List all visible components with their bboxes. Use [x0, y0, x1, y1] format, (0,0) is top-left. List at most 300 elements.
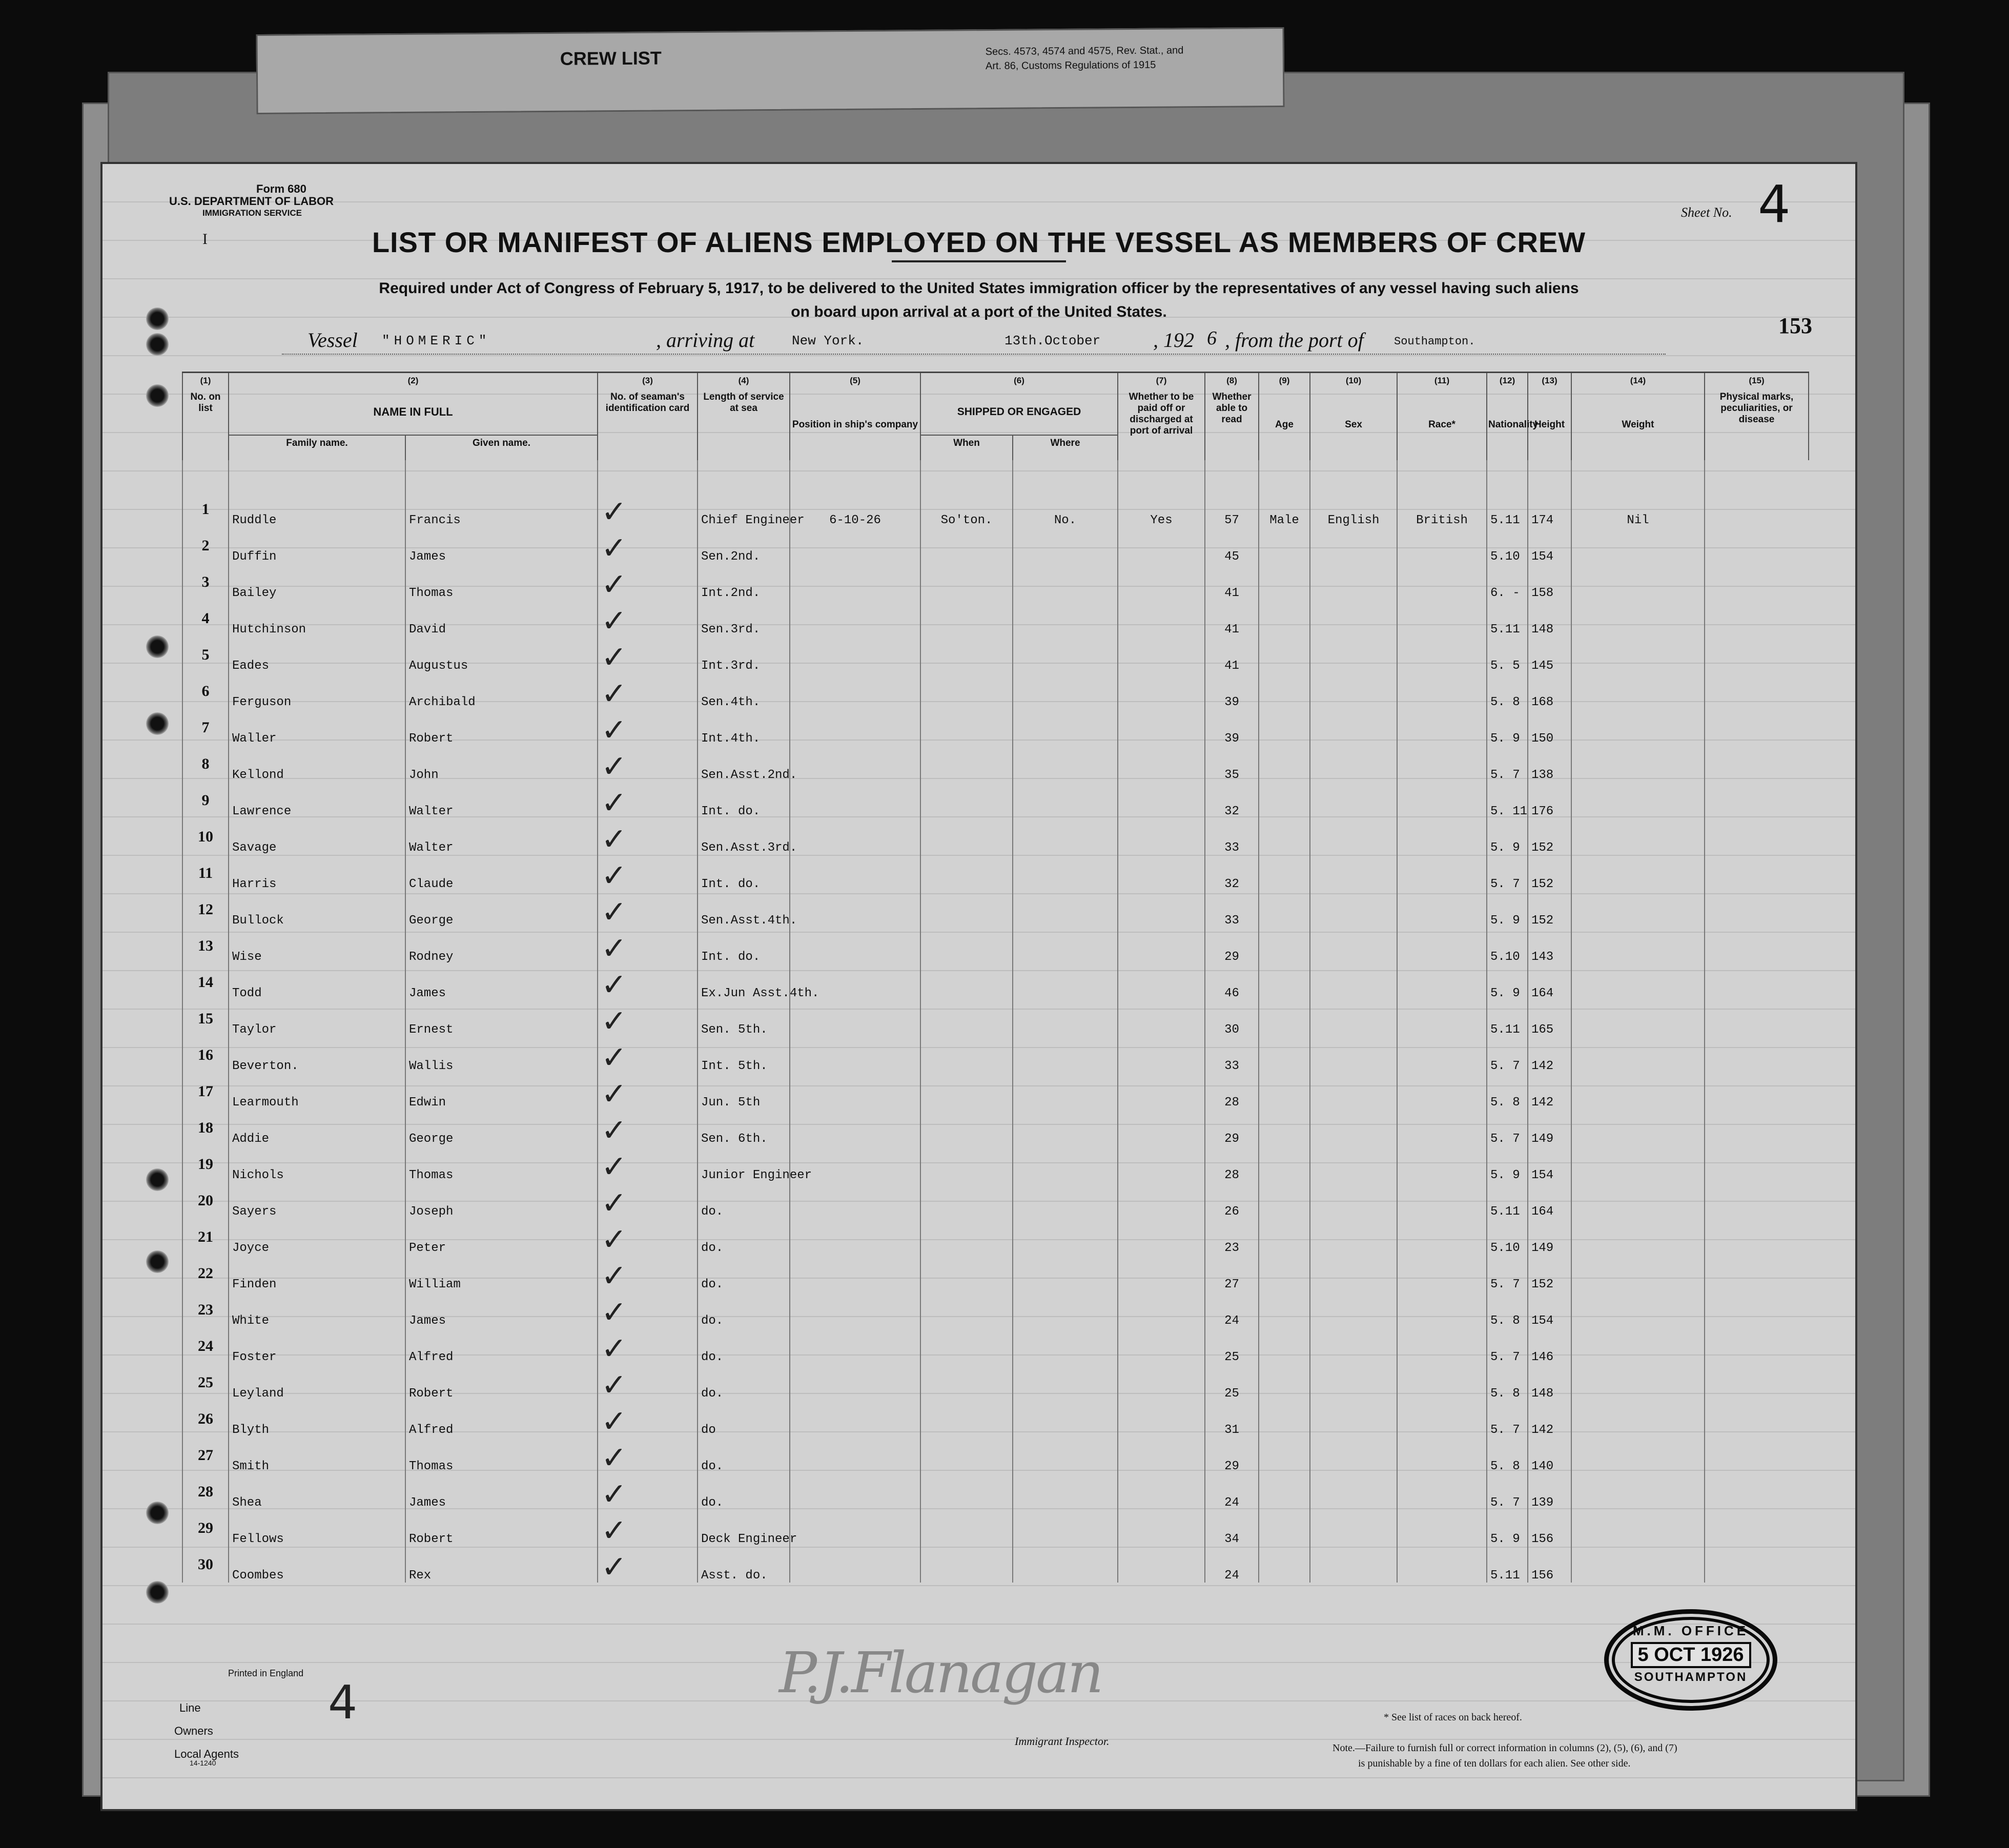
- crew-paid-off-cell: No.: [1013, 491, 1118, 527]
- crew-weight-cell: 156: [1528, 1546, 1571, 1583]
- spacer-cell: [1205, 460, 1259, 491]
- crew-position-cell: Chief Engineer: [698, 491, 790, 527]
- checkmark-icon: ✓: [598, 746, 698, 782]
- spacer-cell: [229, 460, 405, 491]
- crew-no-cell: 5: [182, 636, 229, 673]
- crew-age-cell: 45: [1205, 527, 1259, 564]
- crew-height-cell: 5.10: [1487, 928, 1528, 964]
- punch-hole: [146, 635, 169, 658]
- crew-weight-cell: 148: [1528, 1364, 1571, 1401]
- crew-family-cell: White: [229, 1291, 405, 1328]
- checkmark-icon: ✓: [598, 1546, 698, 1583]
- crew-age-cell: 30: [1205, 1000, 1259, 1037]
- crew-height-cell: 5.10: [1487, 1219, 1528, 1255]
- crew-given-cell: George: [405, 1110, 598, 1146]
- spacer-cell: [182, 460, 229, 491]
- crew-table-body: [182, 460, 1809, 1583]
- column-number: (13): [1528, 373, 1571, 390]
- crew-position-cell: Junior Engineer: [698, 1146, 790, 1182]
- crew-when-cell: [790, 1328, 920, 1364]
- crew-race-cell: [1310, 1146, 1397, 1182]
- crew-race-cell: [1310, 1364, 1397, 1401]
- punch-hole: [146, 307, 169, 330]
- crew-sex-cell: [1259, 1401, 1310, 1437]
- crew-row: [182, 1000, 1809, 1037]
- crew-race-cell: [1310, 673, 1397, 709]
- crew-paid-off-cell: [1013, 818, 1118, 855]
- crew-marks-cell: [1571, 709, 1705, 746]
- crew-race-cell: [1310, 1219, 1397, 1255]
- crew-paid-off-cell: [1013, 1146, 1118, 1182]
- crew-read-cell: [1118, 746, 1205, 782]
- crew-given-cell: Alfred: [405, 1401, 598, 1437]
- page-number: 153: [1778, 313, 1812, 338]
- crew-height-cell: 5. 8: [1487, 1073, 1528, 1110]
- crew-race-cell: [1310, 964, 1397, 1000]
- crew-where-cell: [920, 1037, 1013, 1073]
- crew-weight-cell: 152: [1528, 818, 1571, 855]
- crew-row: [182, 1328, 1809, 1364]
- arrival-date: 13th.October: [1004, 333, 1101, 348]
- crew-read-cell: [1118, 1110, 1205, 1146]
- sheet-label: Sheet No.: [1681, 205, 1732, 220]
- checkmark-icon: ✓: [598, 818, 698, 855]
- crew-height-cell: 5. 7: [1487, 1473, 1528, 1510]
- top-paper-strip: [256, 27, 1284, 114]
- crew-no-cell: 26: [182, 1401, 229, 1437]
- crew-where-cell: [920, 1291, 1013, 1328]
- form-code: 14-1240: [190, 1759, 216, 1767]
- crew-when-cell: [790, 1073, 920, 1110]
- crew-family-cell: Ruddle: [229, 491, 405, 527]
- crew-row: [182, 818, 1809, 855]
- crew-nationality-cell: [1397, 527, 1487, 564]
- crew-age-cell: 33: [1205, 818, 1259, 855]
- crew-read-cell: [1118, 964, 1205, 1000]
- column-number: (8): [1205, 373, 1259, 390]
- owners-label: Owners: [174, 1724, 213, 1737]
- crew-race-cell: [1310, 1110, 1397, 1146]
- crew-when-cell: [790, 782, 920, 818]
- crew-marks-cell: [1571, 1255, 1705, 1291]
- crew-paid-off-cell: [1013, 1328, 1118, 1364]
- crew-race-cell: [1310, 1073, 1397, 1110]
- crew-read-cell: [1118, 1291, 1205, 1328]
- crew-where-cell: [920, 1473, 1013, 1510]
- header-paid-off: Whether to be paid off or discharged at port of arrival: [1118, 389, 1205, 460]
- crew-when-cell: [790, 1110, 920, 1146]
- crew-read-cell: [1118, 673, 1205, 709]
- spacer-cell: [1487, 460, 1528, 491]
- checkmark-icon: ✓: [598, 1255, 698, 1291]
- margin-mark: I: [202, 231, 208, 248]
- crew-family-cell: Wise: [229, 928, 405, 964]
- crew-where-cell: [920, 964, 1013, 1000]
- checkmark-icon: ✓: [598, 1073, 698, 1110]
- crew-age-cell: 24: [1205, 1291, 1259, 1328]
- crew-when-cell: [790, 1219, 920, 1255]
- crew-weight-cell: 152: [1528, 891, 1571, 928]
- crew-nationality-cell: [1397, 746, 1487, 782]
- crew-sex-cell: [1259, 1328, 1310, 1364]
- crew-where-cell: [920, 1110, 1013, 1146]
- crew-no-cell: 24: [182, 1328, 229, 1364]
- crew-row: [182, 491, 1809, 527]
- crew-given-cell: Walter: [405, 782, 598, 818]
- crew-row: [182, 891, 1809, 928]
- crew-nationality-cell: [1397, 673, 1487, 709]
- crew-no-cell: 10: [182, 818, 229, 855]
- crew-row: [182, 600, 1809, 636]
- crew-nationality-cell: [1397, 709, 1487, 746]
- crew-when-cell: [790, 636, 920, 673]
- crew-race-cell: [1310, 928, 1397, 964]
- crew-read-cell: [1118, 527, 1205, 564]
- inspector-label: Immigrant Inspector.: [1015, 1735, 1110, 1748]
- crew-where-cell: [920, 1146, 1013, 1182]
- header-race: Race*: [1397, 389, 1487, 460]
- crew-family-cell: Todd: [229, 964, 405, 1000]
- crew-no-cell: 6: [182, 673, 229, 709]
- crew-nationality-cell: [1397, 1401, 1487, 1437]
- checkmark-icon: ✓: [598, 1328, 698, 1364]
- checkmark-icon: ✓: [598, 1000, 698, 1037]
- crew-weight-cell: 158: [1528, 564, 1571, 600]
- crew-sex-cell: [1259, 928, 1310, 964]
- crew-height-cell: 5. 9: [1487, 1510, 1528, 1546]
- crew-when-cell: [790, 891, 920, 928]
- crew-age-cell: 26: [1205, 1182, 1259, 1219]
- crew-race-cell: [1310, 636, 1397, 673]
- crew-given-cell: Walter: [405, 818, 598, 855]
- crew-read-cell: [1118, 855, 1205, 891]
- crew-row: [182, 1401, 1809, 1437]
- crew-nationality-cell: British: [1397, 491, 1487, 527]
- crew-age-cell: 32: [1205, 782, 1259, 818]
- crew-sex-cell: [1259, 1219, 1310, 1255]
- crew-paid-off-cell: [1013, 1291, 1118, 1328]
- crew-nationality-cell: [1397, 964, 1487, 1000]
- crew-race-cell: [1310, 746, 1397, 782]
- crew-sex-cell: [1259, 1510, 1310, 1546]
- crew-marks-cell: [1571, 636, 1705, 673]
- crew-no-cell: 14: [182, 964, 229, 1000]
- crew-paid-off-cell: [1013, 564, 1118, 600]
- crew-marks-cell: [1571, 928, 1705, 964]
- crew-nationality-cell: [1397, 1437, 1487, 1473]
- checkmark-icon: ✓: [598, 564, 698, 600]
- crew-where-cell: [920, 1073, 1013, 1110]
- crew-family-cell: Ferguson: [229, 673, 405, 709]
- crew-race-cell: English: [1310, 491, 1397, 527]
- crew-height-cell: 6. -: [1487, 564, 1528, 600]
- crew-race-cell: [1310, 1037, 1397, 1073]
- crew-position-cell: Int.2nd.: [698, 564, 790, 600]
- checkmark-icon: ✓: [598, 709, 698, 746]
- crew-age-cell: 31: [1205, 1401, 1259, 1437]
- crew-read-cell: [1118, 782, 1205, 818]
- crew-nationality-cell: [1397, 818, 1487, 855]
- crew-row: [182, 746, 1809, 782]
- crew-height-cell: 5.11: [1487, 600, 1528, 636]
- crew-no-cell: 3: [182, 564, 229, 600]
- crew-marks-cell: [1571, 1546, 1705, 1583]
- column-number: (14): [1571, 373, 1705, 390]
- crew-row: [182, 1473, 1809, 1510]
- crew-position-cell: Int. do.: [698, 782, 790, 818]
- header-nationality: Nationality: [1487, 389, 1528, 460]
- arrival-port: New York.: [792, 333, 864, 348]
- spacer-row: [182, 460, 1809, 491]
- punch-hole: [146, 384, 169, 407]
- form-number: Form 680: [256, 182, 306, 195]
- checkmark-icon: ✓: [598, 1110, 698, 1146]
- crew-read-cell: [1118, 818, 1205, 855]
- printed-in-label: Printed in England: [228, 1668, 304, 1678]
- crew-family-cell: Fellows: [229, 1510, 405, 1546]
- spacer-cell: [1118, 460, 1205, 491]
- crew-read-cell: [1118, 1510, 1205, 1546]
- manifest-sheet: [102, 164, 1855, 1809]
- crew-read-cell: [1118, 600, 1205, 636]
- crew-given-cell: James: [405, 1473, 598, 1510]
- crew-nationality-cell: [1397, 855, 1487, 891]
- crew-family-cell: Learmouth: [229, 1073, 405, 1110]
- crew-marks-cell: [1571, 1510, 1705, 1546]
- crew-read-cell: [1118, 891, 1205, 928]
- crew-paid-off-cell: [1013, 1401, 1118, 1437]
- crew-no-cell: 12: [182, 891, 229, 928]
- crew-marks-cell: [1571, 527, 1705, 564]
- crew-position-cell: do.: [698, 1255, 790, 1291]
- crew-no-cell: 11: [182, 855, 229, 891]
- crew-where-cell: [920, 1000, 1013, 1037]
- crew-when-cell: [790, 673, 920, 709]
- crew-family-cell: Lawrence: [229, 782, 405, 818]
- checkmark-icon: ✓: [598, 855, 698, 891]
- crew-where-cell: [920, 564, 1013, 600]
- crew-race-cell: [1310, 564, 1397, 600]
- crew-given-cell: William: [405, 1255, 598, 1291]
- crew-position-cell: do.: [698, 1182, 790, 1219]
- crew-family-cell: Kellond: [229, 746, 405, 782]
- crew-where-cell: [920, 855, 1013, 891]
- punch-hole: [146, 1168, 169, 1191]
- crew-race-cell: [1310, 1255, 1397, 1291]
- crew-where-cell: [920, 818, 1013, 855]
- crew-row: [182, 1510, 1809, 1546]
- crew-family-cell: Savage: [229, 818, 405, 855]
- crew-read-cell: [1118, 1364, 1205, 1401]
- crew-race-cell: [1310, 855, 1397, 891]
- race-note: * See list of races on back hereof.: [1384, 1712, 1522, 1723]
- crew-no-cell: 7: [182, 709, 229, 746]
- crew-when-cell: [790, 1473, 920, 1510]
- crew-paid-off-cell: [1013, 964, 1118, 1000]
- year-prefix: , 192: [1153, 328, 1194, 352]
- crew-weight-cell: 156: [1528, 1510, 1571, 1546]
- crew-nationality-cell: [1397, 1182, 1487, 1219]
- crew-sex-cell: [1259, 1437, 1310, 1473]
- crew-where-cell: [920, 709, 1013, 746]
- crew-row: [182, 928, 1809, 964]
- crew-read-cell: [1118, 1037, 1205, 1073]
- header-physical-marks: Physical marks, peculiarities, or disease: [1705, 389, 1809, 460]
- crew-nationality-cell: [1397, 1146, 1487, 1182]
- crew-marks-cell: [1571, 1437, 1705, 1473]
- crew-where-cell: [920, 1364, 1013, 1401]
- crew-nationality-cell: [1397, 1291, 1487, 1328]
- from-label: , from the port of: [1225, 328, 1364, 352]
- column-number: (4): [698, 373, 790, 390]
- crew-height-cell: 5. 7: [1487, 1328, 1528, 1364]
- crew-when-cell: [790, 1182, 920, 1219]
- crew-given-cell: James: [405, 527, 598, 564]
- crew-weight-cell: 148: [1528, 600, 1571, 636]
- crew-sex-cell: [1259, 673, 1310, 709]
- crew-marks-cell: [1571, 746, 1705, 782]
- crew-height-cell: 5.11: [1487, 491, 1528, 527]
- punch-hole: [146, 1250, 169, 1273]
- crew-position-cell: do.: [698, 1219, 790, 1255]
- crew-weight-cell: 145: [1528, 636, 1571, 673]
- crew-paid-off-cell: [1013, 1037, 1118, 1073]
- crew-marks-cell: [1571, 600, 1705, 636]
- handwritten-sheet-number: 4: [328, 1676, 358, 1730]
- crew-sex-cell: [1259, 636, 1310, 673]
- column-number: (5): [790, 373, 920, 390]
- line-label: Line: [179, 1701, 201, 1714]
- crew-when-cell: [790, 818, 920, 855]
- column-number-row: [182, 373, 1809, 390]
- column-number: (9): [1259, 373, 1310, 390]
- crew-age-cell: 29: [1205, 1110, 1259, 1146]
- spacer-cell: [1310, 460, 1397, 491]
- crew-paid-off-cell: [1013, 928, 1118, 964]
- crew-read-cell: [1118, 1219, 1205, 1255]
- crew-weight-cell: 142: [1528, 1037, 1571, 1073]
- crew-paid-off-cell: [1013, 1110, 1118, 1146]
- crew-nationality-cell: [1397, 1364, 1487, 1401]
- penalty-note: Note.—Failure to furnish full or correct information in columns (2), (5), (6), and (7): [1332, 1742, 1677, 1754]
- crew-no-cell: 25: [182, 1364, 229, 1401]
- crew-race-cell: [1310, 891, 1397, 928]
- crew-paid-off-cell: [1013, 1255, 1118, 1291]
- crew-position-cell: Sen.3rd.: [698, 600, 790, 636]
- stamp-date: 5 OCT 1926: [1631, 1642, 1751, 1668]
- crew-family-cell: Blyth: [229, 1401, 405, 1437]
- crew-race-cell: [1310, 1473, 1397, 1510]
- crew-position-cell: do.: [698, 1437, 790, 1473]
- crew-given-cell: Rex: [405, 1546, 598, 1583]
- crew-read-cell: [1118, 1473, 1205, 1510]
- checkmark-icon: ✓: [598, 527, 698, 564]
- sheet-number: 4: [1758, 174, 1791, 234]
- crew-nationality-cell: [1397, 928, 1487, 964]
- crew-position-cell: Sen.2nd.: [698, 527, 790, 564]
- crew-given-cell: Thomas: [405, 564, 598, 600]
- header-sex: Sex: [1310, 389, 1397, 460]
- column-label-row: [182, 389, 1809, 435]
- crew-when-cell: [790, 1364, 920, 1401]
- crew-where-cell: [920, 1546, 1013, 1583]
- crew-family-cell: Bailey: [229, 564, 405, 600]
- crew-when-cell: [790, 928, 920, 964]
- crew-table: [182, 372, 1809, 1583]
- crew-sex-cell: [1259, 1255, 1310, 1291]
- crew-where-cell: [920, 1401, 1013, 1437]
- crew-race-cell: [1310, 1328, 1397, 1364]
- crew-race-cell: [1310, 1291, 1397, 1328]
- crew-weight-cell: 139: [1528, 1473, 1571, 1510]
- crew-weight-cell: 140: [1528, 1437, 1571, 1473]
- crew-height-cell: 5. 9: [1487, 709, 1528, 746]
- crew-nationality-cell: [1397, 1255, 1487, 1291]
- crew-marks-cell: [1571, 964, 1705, 1000]
- crew-age-cell: 33: [1205, 1037, 1259, 1073]
- crew-height-cell: 5. 9: [1487, 818, 1528, 855]
- crew-marks-cell: [1571, 818, 1705, 855]
- crew-age-cell: 39: [1205, 673, 1259, 709]
- crew-position-cell: Int.4th.: [698, 709, 790, 746]
- crew-read-cell: [1118, 1000, 1205, 1037]
- crew-nationality-cell: [1397, 1073, 1487, 1110]
- crew-family-cell: Shea: [229, 1473, 405, 1510]
- stamp-office: M.M. OFFICE: [1632, 1623, 1749, 1638]
- crew-given-cell: Thomas: [405, 1146, 598, 1182]
- crew-family-cell: Joyce: [229, 1219, 405, 1255]
- header-length-service: Length of service at sea: [698, 389, 790, 460]
- crew-marks-cell: [1571, 855, 1705, 891]
- crew-when-cell: [790, 855, 920, 891]
- crew-no-cell: 1: [182, 491, 229, 527]
- crew-race-cell: [1310, 1000, 1397, 1037]
- crew-row: [182, 673, 1809, 709]
- crew-paid-off-cell: [1013, 1510, 1118, 1546]
- punch-hole: [146, 1502, 169, 1524]
- crew-when-cell: [790, 1291, 920, 1328]
- crew-sex-cell: [1259, 855, 1310, 891]
- crew-marks-cell: [1571, 1110, 1705, 1146]
- column-number: (3): [598, 373, 698, 390]
- spacer-cell: [1397, 460, 1487, 491]
- crew-read-cell: [1118, 564, 1205, 600]
- stamp-location: SOUTHAMPTON: [1634, 1670, 1748, 1684]
- crew-no-cell: 19: [182, 1146, 229, 1182]
- crew-age-cell: 41: [1205, 636, 1259, 673]
- crew-age-cell: 29: [1205, 928, 1259, 964]
- crew-row: [182, 1364, 1809, 1401]
- checkmark-icon: ✓: [598, 1182, 698, 1219]
- crew-when-cell: [790, 1037, 920, 1073]
- crew-paid-off-cell: [1013, 1000, 1118, 1037]
- crew-height-cell: 5. 7: [1487, 855, 1528, 891]
- crew-read-cell: [1118, 1437, 1205, 1473]
- column-number: (2): [229, 373, 598, 390]
- crew-position-cell: Sen.Asst.4th.: [698, 891, 790, 928]
- penalty-note: is punishable by a fine of ten dollars for each alien. See other side.: [1358, 1758, 1631, 1769]
- crew-height-cell: 5. 8: [1487, 1437, 1528, 1473]
- crew-age-cell: 27: [1205, 1255, 1259, 1291]
- crew-height-cell: 5. 9: [1487, 964, 1528, 1000]
- crew-weight-cell: 152: [1528, 1255, 1571, 1291]
- vessel-label: Vessel: [308, 328, 358, 352]
- crew-given-cell: Claude: [405, 855, 598, 891]
- crew-weight-cell: 152: [1528, 855, 1571, 891]
- statute-reference: Secs. 4573, 4574 and 4575, Rev. Stat., and: [985, 45, 1184, 58]
- crew-weight-cell: 149: [1528, 1219, 1571, 1255]
- crew-race-cell: [1310, 782, 1397, 818]
